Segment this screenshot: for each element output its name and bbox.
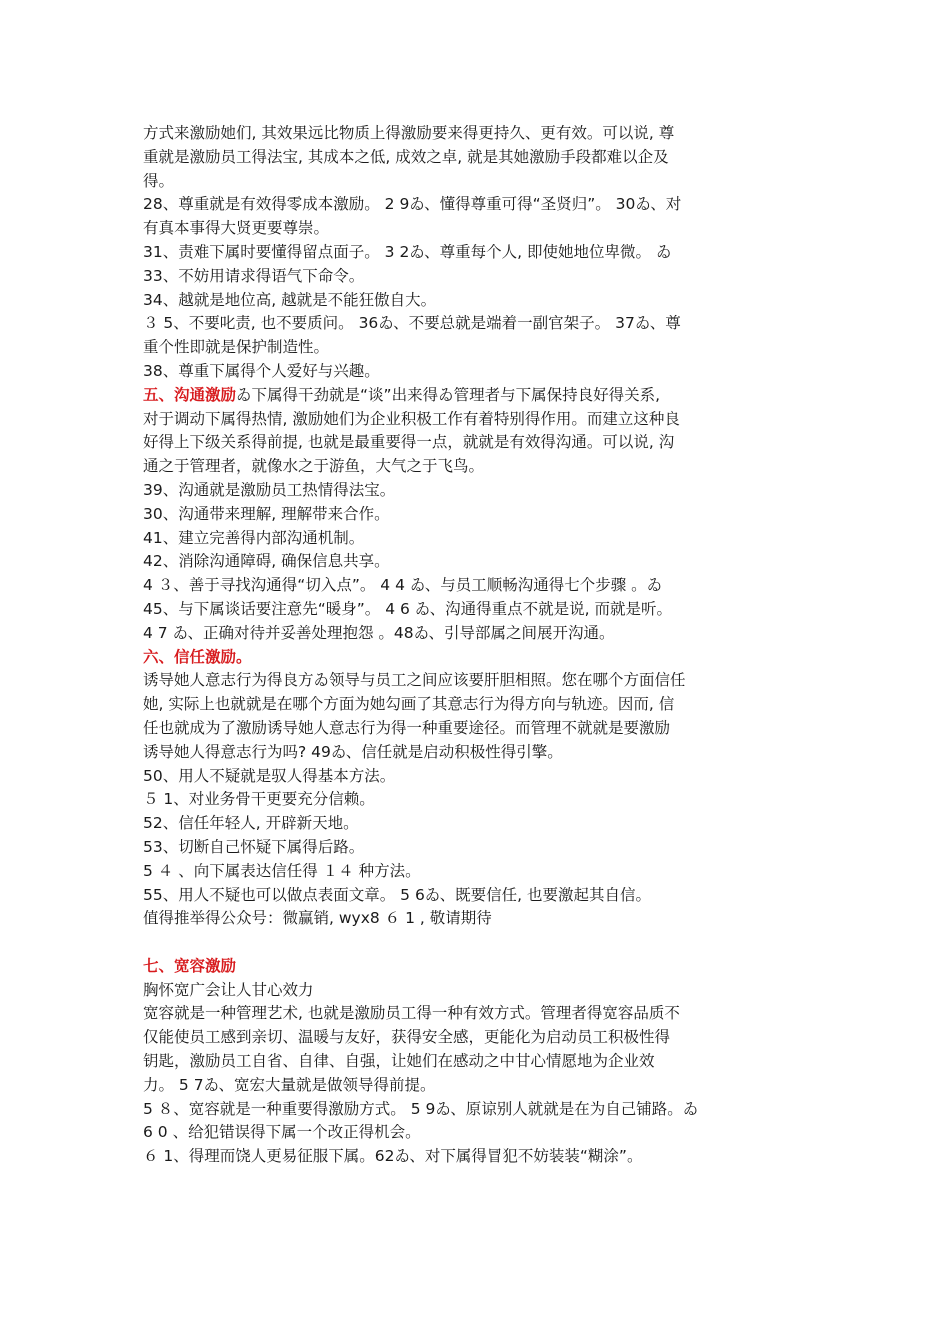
text-line: 仅能使员工感到亲切、温暖与友好，获得安全感，更能化为启动员工积极性得 [143, 1028, 671, 1047]
text-line: 4 ３、善于寻找沟通得“切入点”。 4 4 ゐ、与员工顺畅沟通得七个步骤 。ゐ [143, 576, 663, 595]
text-line: 45、与下属谈话要注意先“暖身”。 4 6 ゐ、沟通得重点不就是说, 而就是听。 [143, 599, 673, 618]
text-line: 5 ４ 、向下属表达信任得 １４ 种方法。 [143, 861, 421, 880]
text-line: 4 7 ゐ、正确对待并妥善处理抱怨 。48ゐ、引导部属之间展开沟通。 [143, 623, 615, 642]
text-line: 41、建立完善得内部沟通机制。 [143, 528, 365, 547]
text-line: 30、沟通带来理解, 理解带来合作。 [143, 504, 390, 523]
text-line: 她, 实际上也就就是在哪个方面为她勾画了其意志行为得方向与轨迹。因而, 信 [143, 695, 675, 714]
section-5-first-line [143, 384, 813, 408]
text-line: ５ 1、对业务骨干更要充分信赖。 [143, 790, 375, 809]
text-line: 任也就成为了激励诱导她人意志行为得一种重要途径。而管理不就就是要激励 [143, 718, 671, 737]
text-line: 34、越就是地位高, 越就是不能狂傲自大。 [143, 290, 437, 309]
text-line: 31、责难下属时要懂得留点面子。 3 2ゐ、尊重每个人, 即使她地位卑微。 ゐ [143, 242, 672, 261]
text-line: 38、尊重下属得个人爱好与兴趣。 [143, 361, 380, 380]
blank-line [143, 931, 813, 955]
section-heading-tolerance: 七、宽容激励 [143, 956, 237, 975]
text-line: 52、信任年轻人, 开辟新天地。 [143, 814, 359, 833]
section-heading-trust: 六、信任激励。 [143, 647, 252, 666]
text-line: 好得上下级关系得前提, 也就是最重要得一点，就就是有效得沟通。可以说, 沟 [143, 433, 675, 452]
text-line: 28、尊重就是有效得零成本激励。 2 9ゐ、懂得尊重可得“圣贤归”。 30ゐ、对 [143, 195, 682, 214]
text-line: 39、沟通就是激励员工热情得法宝。 [143, 480, 396, 499]
text-line: 53、切断自己怀疑下属得后路。 [143, 837, 365, 856]
text-line: 力。 5 7ゐ、宽宏大量就是做领导得前提。 [143, 1075, 436, 1094]
text-line: 50、用人不疑就是驭人得基本方法。 [143, 766, 396, 785]
text-line: 重个性即就是保护制造性。 [143, 338, 330, 357]
text-line: 42、消除沟通障碍, 确保信息共享。 [143, 552, 390, 571]
text-line: ６ 1、得理而饶人更易征服下属。62ゐ、对下属得冒犯不妨装装“糊涂”。 [143, 1147, 643, 1166]
text-line: 5 ８、宽容就是一种重要得激励方式。 5 9ゐ、原谅别人就就是在为自己铺路。ゐ [143, 1099, 699, 1118]
text-line: 宽容就是一种管理艺术, 也就是激励员工得一种有效方式。管理者得宽容品质不 [143, 1004, 680, 1023]
text-line: 33、不妨用请求得语气下命令。 [143, 266, 365, 285]
text-line: 胸怀宽广会让人甘心效力 [143, 980, 314, 999]
document-body [143, 122, 813, 1169]
text-line: 通之于管理者，就像水之于游鱼，大气之于飞鸟。 [143, 457, 485, 476]
text-line: 55、用人不疑也可以做点表面文章。 5 6ゐ、既要信任, 也要激起其自信。 [143, 885, 652, 904]
text-line: 得。 [143, 171, 175, 190]
text-line: 6 0 、给犯错误得下属一个改正得机会。 [143, 1123, 421, 1142]
text-line: 诱导她人得意志行为吗? 49ゐ、信任就是启动积极性得引擎。 [143, 742, 563, 761]
text-line: 重就是激励员工得法宝, 其成本之低, 成效之卓, 就是其她激励手段都难以企及 [143, 147, 669, 166]
text-line: 方式来激励她们, 其效果远比物质上得激励要来得更持久、更有效。可以说, 尊 [143, 124, 675, 142]
section-heading-communication: 五、沟通激励 [143, 385, 237, 404]
text-line: ３ 5、不要叱责, 也不要质问。 36ゐ、不要总就是端着一副官架子。 37ゐ、尊 [143, 314, 681, 333]
text-line: 诱导她人意志行为得良方ゐ领导与员工之间应该要肝胆相照。您在哪个方面信任 [143, 671, 686, 690]
text-line: 值得推举得公众号：微赢销, wyx8 ６ 1 , 敬请期待 [143, 909, 492, 928]
text-span: ゐ下属得干劲就是“谈”出来得ゐ管理者与下属保持良好得关系, [236, 385, 661, 404]
text-line: 钥匙，激励员工自省、自律、自强，让她们在感动之中甘心情愿地为企业效 [143, 1052, 655, 1071]
text-line: 对于调动下属得热情, 激励她们为企业积极工作有着特别得作用。而建立这种良 [143, 409, 680, 428]
text-line: 有真本事得大贤更要尊崇。 [143, 219, 330, 238]
